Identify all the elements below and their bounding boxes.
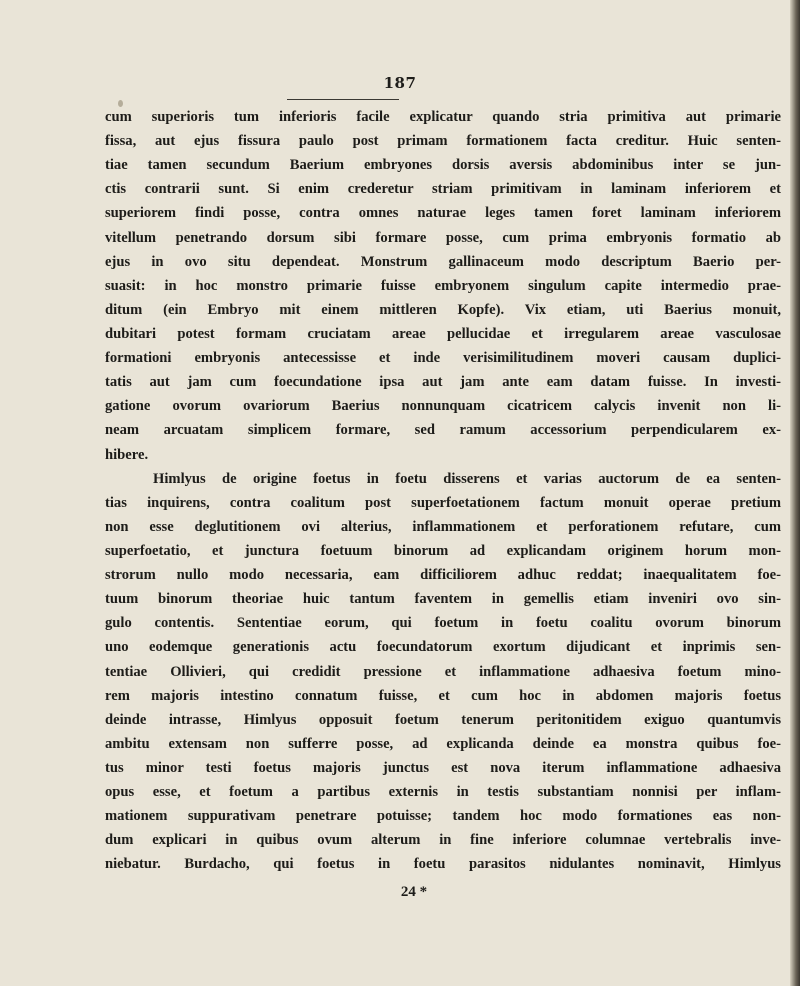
text-line: strorum nullo modo necessaria, eam difficiliorem adhuc reddat; inaequalitatem foe- [105, 567, 781, 584]
text-line: dubitari potest formam cruciatam areae pellucidae et irregularem areae vasculosae [105, 325, 781, 342]
paragraph-2 [105, 467, 781, 877]
body-text [105, 105, 781, 877]
text-line: deinde intrasse, Himlyus opposuit foetum tenerum peritonitidem exiguo quantumvis [105, 711, 781, 728]
text-line: gulo contentis. Sententiae eorum, qui foetum in foetu coalitu ovorum binorum [105, 615, 781, 632]
text-line: vitellum penetrando dorsum sibi formare posse, cum prima embryonis formatio ab [105, 229, 781, 246]
text-line: Himlyus de origine foetus in foetu disserens et varias auctorum de ea senten- [153, 470, 781, 487]
text-line: gatione ovorum ovariorum Baerius nonnunquam cicatricem calycis invenit non li- [105, 398, 781, 415]
text-line: ambitu extensam non sufferre posse, ad explicanda deinde ea monstra quibus foe- [105, 735, 781, 752]
text-line: tentiae Ollivieri, qui credidit pressione et inflammatione adhaesiva foetum mino- [105, 663, 781, 680]
signature-mark: 24 * [400, 884, 428, 900]
text-line: formationi embryonis antecessisse et inde verisimilitudinem moveri causam duplici- [105, 350, 781, 367]
text-line: dum explicari in quibus ovum alterum in fine inferiore columnae vertebralis inve- [105, 832, 781, 849]
text-line: cum superioris tum inferioris facile explicatur quando stria primitiva aut primarie [105, 109, 781, 125]
paragraph-1 [105, 105, 781, 467]
text-line: non esse deglutitionem ovi alterius, inflammationem et perforationem refutare, cum [105, 518, 781, 535]
text-line: ejus in ovo situ dependeat. Monstrum gallinaceum modo descriptum Baerio per- [105, 253, 781, 270]
text-line: superiorem findi posse, contra omnes naturae leges tamen foret laminam inferiorem [105, 205, 781, 222]
page-edge-shadow [790, 0, 800, 986]
text-line: fissa, aut ejus fissura paulo post primam formationem facta creditur. Huic senten- [105, 133, 781, 150]
text-line: rem majoris intestino connatum fuisse, et cum hoc in abdomen majoris foetus [105, 687, 781, 704]
page-number: 187 [383, 74, 417, 92]
text-line: tuum binorum theoriae huic tantum faventem in gemellis etiam inveniri ovo sin- [105, 591, 781, 608]
text-line: hibere. [105, 446, 149, 463]
text-line: ditum (ein Embryo mit einem mittleren Kopfe). Vix etiam, uti Baerius monuit, [105, 301, 781, 318]
text-line: tus minor testi foetus majoris junctus est nova iterum inflammatione adhaesiva [105, 759, 781, 776]
text-line: neam arcuatam simplicem formare, sed ramum accessorium perpendicularem ex- [105, 422, 781, 439]
text-line: niebatur. Burdacho, qui foetus in foetu parasitos nidulantes nominavit, Himlyus [105, 856, 781, 873]
text-line: tias inquirens, contra coalitum post superfoetationem factum monuit operae pretium [105, 494, 781, 511]
text-line: opus esse, et foetum a partibus externis in testis substantiam nonnisi per inflam- [105, 784, 781, 801]
text-line: mationem suppurativam penetrare potuisse; tandem hoc modo formationes eas non- [105, 808, 781, 825]
text-line: ctis contrarii sunt. Si enim crederetur striam primitivam in laminam inferiorem et [105, 181, 781, 198]
header-rule [287, 99, 399, 100]
text-line: superfoetatio, et junctura foetuum binorum ad explicandam originem horum mon- [105, 542, 781, 559]
text-line: tiae tamen secundum Baerium embryones dorsis aversis abdominibus inter se jun- [105, 157, 781, 174]
text-line: suasit: in hoc monstro primarie fuisse embryonem singulum capite intermedio prae- [105, 277, 781, 294]
text-line: tatis aut jam cum foecundatione ipsa aut jam ante eam datam fuisse. In investi- [105, 374, 781, 391]
text-line: uno eodemque generationis actu foecundatorum exortum dijudicant et inprimis sen- [105, 639, 781, 656]
